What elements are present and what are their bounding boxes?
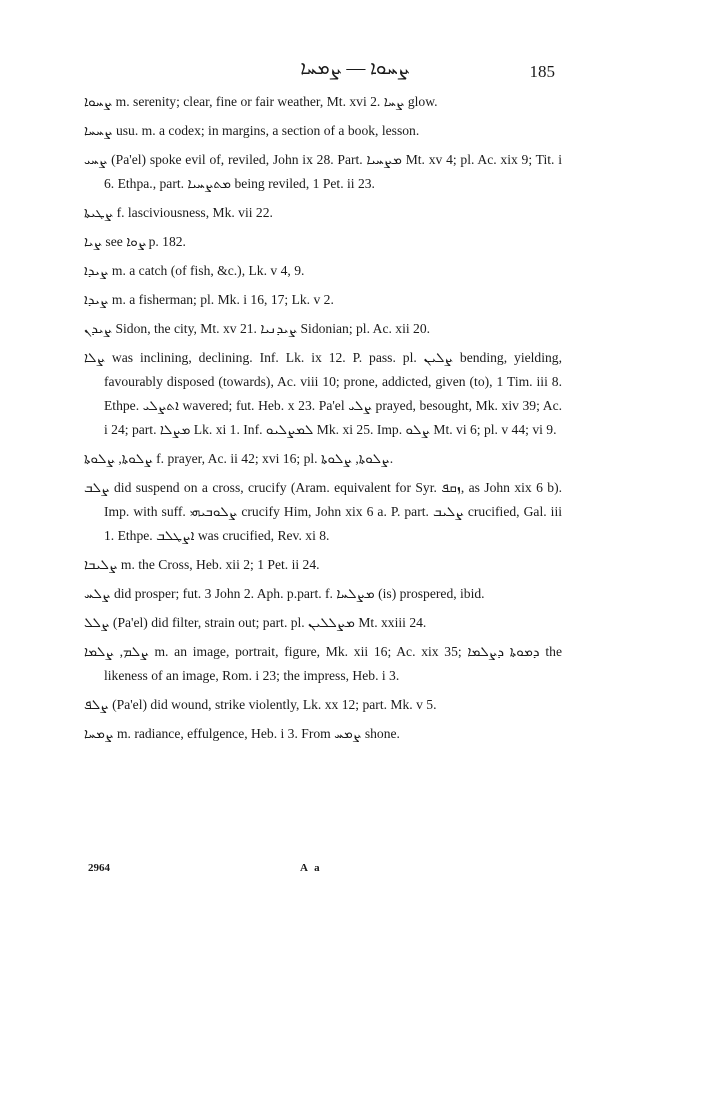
printer-code: 2964 (88, 862, 110, 874)
page-header (0, 56, 710, 86)
page-number: 185 (529, 62, 555, 81)
entry: ܨܚܝ (Pa'el) spoke evil of, reviled, John ix 28. Part. ܡܨܚܝܐ Mt. xv 4; pl. Ac. xix 9; Tit. i 6. Ethpa., part. ܡܬܨܚܝܐ being reviled, 1 Pet. ii 23. (84, 152, 562, 191)
page-footer (88, 862, 548, 882)
entry: ܨܡܚܐ m. radiance, effulgence, Heb. i 3. From ܨܡܚ shone. (84, 726, 400, 741)
entry: ܨܝܕܐ m. a fisherman; pl. Mk. i 16, 17; Lk. v 2. (84, 292, 334, 307)
entry: ܨܝܕܢ Sidon, the city, Mt. xv 21. ܨܝܕܢܝܐ Sidonian; pl. Ac. xii 20. (84, 321, 431, 336)
running-head: ܨܚܘܐ — ܨܡܚܐ (300, 58, 410, 79)
entry: ܨܝܕܐ m. a catch (of fish, &c.), Lk. v 4, 9. (84, 263, 305, 278)
entry: ܨܚܘܐ m. serenity; clear, fine or fair weather, Mt. xvi 2. ܨܚܐ glow. (84, 94, 438, 109)
entry: ܨܠܒ did suspend on a cross, crucify (Aram. equivalent for Syr. ܙܩܦ, as John xix 6 b). Imp. with suff. ܨܠܘܒܝܗܝ crucify Him, John xix 6 a. P. part. ܨܠܝܒ crucified, Gal. iii 1. Ethpe. ܐܨܛܠܒ was crucified, Rev. xi 8. (84, 480, 562, 543)
entry-list (84, 90, 562, 751)
signature-mark: A a (300, 862, 322, 874)
entry: ܨܠܠ (Pa'el) did filter, strain out; part. pl. ܡܨܠܠܝܢ Mt. xxiii 24. (84, 615, 427, 630)
entry: ܨܛܝܬܐ f. lasciviousness, Mk. vii 22. (84, 205, 273, 220)
entry: ܨܚܚܐ usu. m. a codex; in margins, a section of a book, lesson. (84, 123, 420, 138)
entry: ܨܠܝܒܐ m. the Cross, Heb. xii 2; 1 Pet. ii 24. (84, 557, 320, 572)
entry: ܨܠܚ did prosper; fut. 3 John 2. Aph. p.part. f. ܡܨܠܚܐ (is) prospered, ibid. (84, 586, 485, 601)
entry: ܨܠܘܬܐ, ܨܠܘܬܐ f. prayer, Ac. ii 42; xvi 16; pl. ܨܠܘܬܐ, ܨܠܘܬܐ. (84, 451, 394, 466)
entry: ܨܠܡ, ܨܠܡܐ m. an image, portrait, figure, Mk. xii 16; Ac. xix 35; ܕܡܘܬܐ ܕܨܠܡܐ the likeness of an image, Rom. i 23; the impress, Heb. i 3. (84, 644, 562, 683)
entry: ܨܠܦ (Pa'el) did wound, strike violently, Lk. xx 12; part. Mk. v 5. (84, 697, 437, 712)
entry: ܨܠܐ was inclining, declining. Inf. Lk. ix 12. P. pass. pl. ܨܠܝܢ bending, yielding, favourably disposed (towards), Ac. viii 10; prone, addicted, given (to), 1 Tim. iii 8. Ethpe. ܐܬܨܠܝ wavered; fut. Heb. x 23. Pa'el ܨܠܝ prayed, besought, Mk. xiv 39; Ac. i 24; part. ܡܨܠܐ Lk. xi 1. Inf. ܠܡܨܠܝܘ Mk. xi 25. Imp. ܨܠܘ Mt. vi 6; pl. v 44; vi 9. (84, 350, 562, 437)
entry: ܨܝܐ see ܨܘܐ p. 182. (84, 234, 186, 249)
